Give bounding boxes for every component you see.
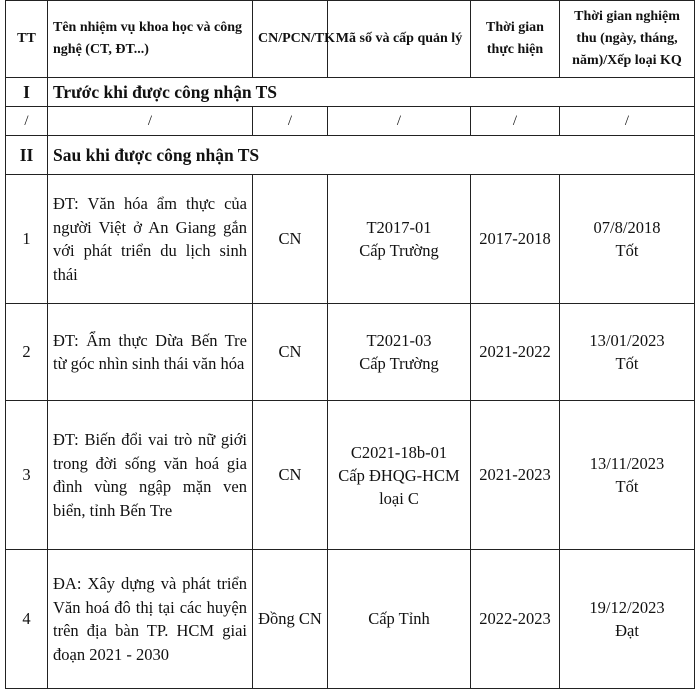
acceptance-date: 13/01/2023 bbox=[589, 331, 665, 350]
header-code: Mã số và cấp quản lý bbox=[328, 1, 471, 78]
header-tt: TT bbox=[6, 1, 48, 78]
role-cell: CN bbox=[253, 304, 328, 401]
code-cell: Cấp Tỉnh bbox=[328, 550, 471, 689]
header-result: Thời gian nghiệm thu (ngày, tháng, năm)/Xếp loại KQ bbox=[560, 1, 695, 78]
placeholder-cell: / bbox=[6, 107, 48, 136]
topic-name: ĐA: Xây dựng và phát triển Văn hoá đô thị tại các huyện trên địa bàn TP. HCM giai đoạn 2021 - 2030 bbox=[48, 550, 253, 689]
research-table bbox=[5, 0, 695, 689]
time-cell: 2021-2023 bbox=[471, 401, 560, 550]
topic-name: ĐT: Ẩm thực Dừa Bến Tre từ góc nhìn sinh thái văn hóa bbox=[48, 304, 253, 401]
code-id: T2021-03 bbox=[366, 331, 432, 350]
placeholder-cell: / bbox=[48, 107, 253, 136]
code-level: Cấp Trường bbox=[359, 241, 439, 260]
section-title: Trước khi được công nhận TS bbox=[48, 78, 695, 107]
time-cell: 2017-2018 bbox=[471, 175, 560, 304]
placeholder-cell: / bbox=[560, 107, 695, 136]
row-number: 2 bbox=[6, 304, 48, 401]
header-role: CN/PCN/TK bbox=[253, 1, 328, 78]
result-cell bbox=[560, 401, 695, 550]
result-cell bbox=[560, 550, 695, 689]
placeholder-cell: / bbox=[471, 107, 560, 136]
code-cell bbox=[328, 175, 471, 304]
placeholder-cell: / bbox=[328, 107, 471, 136]
section-title: Sau khi được công nhận TS bbox=[48, 136, 695, 175]
header-row bbox=[6, 1, 695, 78]
code-level: Cấp ĐHQG-HCM bbox=[338, 465, 460, 485]
topic-name: ĐT: Văn hóa ẩm thực của người Việt ở An Giang gắn với phát triển du lịch sinh thái bbox=[48, 175, 253, 304]
grade: Đạt bbox=[615, 621, 639, 640]
header-name: Tên nhiệm vụ khoa học và công nghệ (CT, ĐT...) bbox=[48, 1, 253, 78]
section-number: II bbox=[6, 136, 48, 175]
acceptance-date: 13/11/2023 bbox=[589, 454, 665, 473]
role-cell: CN bbox=[253, 175, 328, 304]
row-number: 4 bbox=[6, 550, 48, 689]
role-cell: CN bbox=[253, 401, 328, 550]
time-cell: 2022-2023 bbox=[471, 550, 560, 689]
result-cell bbox=[560, 175, 695, 304]
table-row bbox=[6, 550, 695, 689]
header-time: Thời gian thực hiện bbox=[471, 1, 560, 78]
table-row bbox=[6, 304, 695, 401]
time-cell: 2021-2022 bbox=[471, 304, 560, 401]
acceptance-date: 19/12/2023 bbox=[589, 598, 665, 617]
acceptance-date: 07/8/2018 bbox=[593, 218, 661, 237]
table-row bbox=[6, 401, 695, 550]
role-cell: Đồng CN bbox=[253, 550, 328, 689]
grade: Tốt bbox=[615, 354, 639, 373]
code-id: T2017-01 bbox=[366, 218, 432, 237]
section-number: I bbox=[6, 78, 48, 107]
placeholder-row bbox=[6, 107, 695, 136]
code-cell bbox=[328, 304, 471, 401]
code-id: C2021-18b-01 bbox=[350, 442, 448, 462]
row-number: 3 bbox=[6, 401, 48, 550]
code-cell bbox=[328, 401, 471, 550]
code-level: Cấp Trường bbox=[359, 354, 439, 373]
placeholder-cell: / bbox=[253, 107, 328, 136]
result-cell bbox=[560, 304, 695, 401]
grade: Tốt bbox=[615, 477, 639, 496]
section-row-2 bbox=[6, 136, 695, 175]
section-row-1 bbox=[6, 78, 695, 107]
topic-name: ĐT: Biến đổi vai trò nữ giới trong đời sống văn hoá gia đình vùng ngập mặn ven biển, tỉnh Bến Tre bbox=[48, 401, 253, 550]
table-row bbox=[6, 175, 695, 304]
code-extra: loại C bbox=[379, 488, 419, 508]
grade: Tốt bbox=[615, 241, 639, 260]
row-number: 1 bbox=[6, 175, 48, 304]
